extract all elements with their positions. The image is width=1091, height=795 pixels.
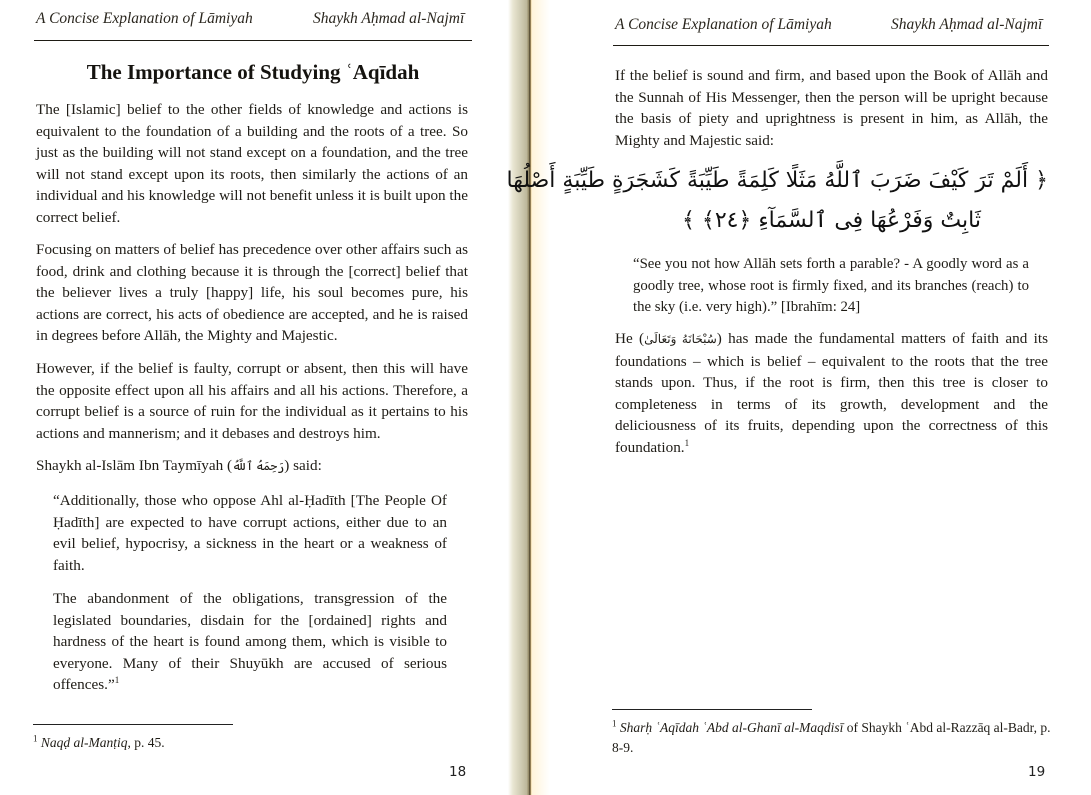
honorific-arabic: سُبْحَانَهُ وَتَعَالَىٰ — [644, 332, 717, 346]
footnote-source-title: Naqḍ al-Manṭiq — [40, 735, 128, 750]
body-paragraph: However, if the belief is faulty, corrupt or absent, then this will have the opposite effect upon all his affairs and all his actions. Therefore, a corrupt belief is a source of ruin for the individual as it pertains to his actions and mannerism; and it debases and destroys him. — [36, 360, 468, 442]
footnote-rule — [612, 709, 812, 710]
running-head-book-title: A Concise Explanation of Lāmiyah — [36, 10, 253, 27]
footnote-rule — [33, 724, 233, 725]
body-paragraph: The [Islamic] belief to the other fields of knowledge and actions is equivalent to the foundation of a building and the roots of a tree. So just as the building will not stand except on a foundation, and the tree will not stand except upon its roots, then similarly the actions of an individual and his knowledge will not benefit unless it is built upon the correct belief. — [36, 101, 468, 226]
page-number: 19 — [1028, 764, 1046, 780]
left-page — [0, 0, 508, 795]
footnote-reference[interactable]: 1 — [114, 674, 120, 685]
footnote-source-title: Sharḥ ʿAqīdah ʿAbd al-Ghanī al-Maqdisī — [619, 720, 844, 735]
running-head-author: Shaykh Aḥmad al-Najmī — [891, 16, 1043, 33]
quran-verse-line-1: ﴿ أَلَمْ تَرَ كَيْفَ ضَرَبَ ٱللَّهُ مَثَلًا كَلِمَةً طَيِّبَةً كَشَجَرَةٍ طَيِّبَةٍ أَصْلُهَا — [506, 168, 1048, 193]
page-number: 18 — [449, 764, 467, 780]
footnote: $^1$ Naqḍ al-Manṭiq, p. 45. — [33, 733, 165, 750]
chapter-title: The Importance of Studying ʿAqīdah — [86, 60, 420, 84]
block-quote-paragraph: “Additionally, those who oppose Ahl al-Ḥadīth [The People Of Ḥadīth] are expected to have corrupt actions, either due to an evil belief, hypocrisy, a sickness in the heart or a weakness of faith. — [53, 492, 447, 574]
body-paragraph: If the belief is sound and firm, and based upon the Book of Allāh and the Sunnah of His Messenger, then the person will be upright because the basis of piety and uprightness is present in him, as Allāh, the Mighty and Majestic said: — [615, 67, 1048, 149]
body-paragraph: He (سُبْحَانَهُ وَتَعَالَىٰ) has made the fundamental matters of faith and its foundations – which is belief – equivalent to the roots that the tree stands upon. Thus, if the root is firm, then this tree is closer to completeness in terms of its growth, development and the deliciousness of its fruits, depending upon the correctness of this foundation.$^1$ — [615, 330, 1048, 456]
body-paragraph: Focusing on matters of belief has precedence over other affairs such as food, drink and clothing because it is through the [correct] belief that the believer lives a truly [happy] life, his soul becomes pure, his actions are correct, his acts of obedience are accepted, and he is raised in degrees before Allāh, the Mighty and Majestic. — [36, 241, 468, 344]
running-head-book-title: A Concise Explanation of Lāmiyah — [615, 16, 832, 33]
verse-translation: “See you not how Allāh sets forth a parable? - A goodly word as a goodly tree, whose root is firmly fixed, and its branches (reach) to the sky (i.e. very high).” [Ibrahīm: 24] — [633, 256, 1029, 315]
quran-verse-line-2: ثَابِتٌ وَفَرْعُهَا فِى ٱلسَّمَآءِ ﴿٢٤﴾ ﴾ — [682, 208, 981, 233]
header-rule — [34, 40, 472, 41]
footnote-reference[interactable]: 1 — [684, 437, 690, 448]
quote-introduction: Shaykh al-Islām Ibn Taymīyah (رَحِمَهُ ٱللَّهُ) said: — [36, 457, 322, 474]
footnote: $^1$ Sharḥ ʿAqīdah ʿAbd al-Ghanī al-Maqdisī of Shaykh ʿAbd al-Razzāq al-Badr, p. 8-9. — [612, 718, 1051, 755]
honorific-arabic: رَحِمَهُ ٱللَّهُ — [232, 459, 285, 473]
right-page — [506, 0, 1091, 795]
running-head-author: Shaykh Aḥmad al-Najmī — [313, 10, 465, 27]
block-quote-paragraph: The abandonment of the obligations, transgression of the legislated boundaries, disdain for the [ordained] rights and hardness of the heart is found among them, which is visible to everyone. Many of their Shuyūkh are accused of serious offences.”$^1$ — [53, 590, 447, 693]
header-rule — [613, 45, 1049, 46]
